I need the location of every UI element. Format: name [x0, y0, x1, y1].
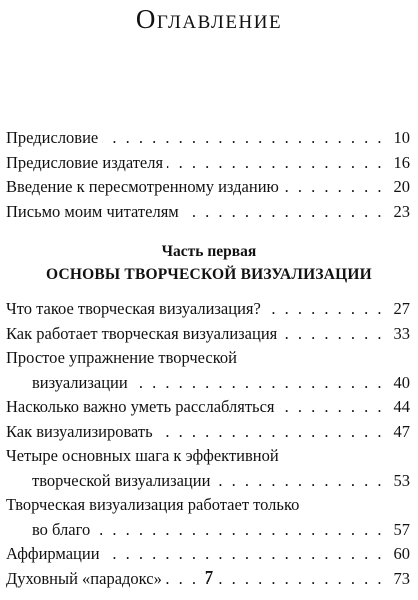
toc-entry-label: творческой визуализации [32, 470, 211, 490]
dot-leader [214, 469, 384, 494]
toc-entry[interactable] [6, 297, 410, 322]
toc-entry[interactable] [6, 371, 410, 396]
toc-entry-page: 20 [393, 177, 410, 196]
toc-entry-label: во благо [32, 519, 91, 539]
toc-entry-label-line1: Четыре основных шага к эффективной [6, 446, 279, 465]
toc-entry[interactable] [6, 542, 410, 567]
toc-front-matter [6, 126, 410, 224]
toc-entry[interactable] [6, 469, 410, 494]
dot-leader [278, 395, 384, 420]
toc-entry-page: 44 [393, 397, 410, 416]
toc-entry-page: 73 [393, 568, 410, 588]
dot-leader [281, 322, 384, 347]
toc-entry-page: 40 [393, 372, 410, 392]
toc-entry-label: визуализации [32, 372, 128, 392]
toc-entry[interactable] [6, 322, 410, 347]
toc-entry-label: Как визуализировать [6, 421, 153, 441]
dot-leader [167, 151, 384, 176]
page-number: 7 [204, 567, 214, 586]
toc-entry-label-line1: Творческая визуализация работает только [6, 495, 300, 514]
part-title: ОСНОВЫ ТВОРЧЕСКОЙ ВИЗУАЛИЗАЦИИ [46, 266, 372, 283]
toc-entry-label: Что такое творческая визуализация? [6, 299, 261, 318]
toc-entry-page: 16 [393, 152, 410, 172]
toc-entry[interactable] [6, 420, 410, 445]
toc-entry-label-line1: Простое упражнение творческой [6, 348, 237, 367]
toc-entry[interactable] [6, 518, 410, 543]
toc-entry-page: 57 [393, 519, 410, 539]
toc-entry-page: 23 [393, 201, 410, 221]
toc-entry-label: Предисловие издателя [6, 152, 164, 172]
toc-entry[interactable] [6, 175, 410, 200]
toc-entry-label: Насколько важно уметь расслабляться [6, 397, 275, 416]
toc-entry-page: 10 [393, 128, 410, 147]
dot-leader [157, 420, 384, 445]
page-title: Оглавление [135, 4, 283, 34]
dot-leader [132, 371, 384, 396]
toc-entry-label: Предисловие [6, 128, 99, 147]
toc-entry-page: 33 [393, 323, 410, 343]
toc-entry[interactable] [6, 395, 410, 420]
dot-leader [265, 297, 384, 322]
toc-entry[interactable] [6, 151, 410, 176]
dot-leader [104, 542, 384, 567]
toc-entry-label: Как работает творческая визуализация [6, 323, 278, 343]
dot-leader [102, 126, 384, 151]
dot-leader [183, 200, 384, 225]
toc-entry-label: Аффирмации [6, 544, 100, 563]
toc-entry-page: 53 [393, 470, 410, 490]
toc-entry-label: Письмо моим читателям [6, 201, 179, 221]
toc-entry[interactable] [6, 200, 410, 225]
toc-entry-page: 27 [393, 299, 410, 318]
dot-leader [283, 175, 384, 200]
toc-part-one [6, 297, 410, 591]
toc-entry[interactable] [6, 126, 410, 151]
part-heading [0, 241, 418, 287]
toc-entry-label: Духовный «парадокс» [6, 568, 162, 588]
toc-entry-label: Введение к пересмотренному изданию [6, 177, 279, 196]
toc-entry-page: 47 [393, 421, 410, 441]
part-label: Часть первая [161, 243, 257, 260]
dot-leader [94, 518, 384, 543]
toc-entry-page: 60 [393, 544, 410, 563]
